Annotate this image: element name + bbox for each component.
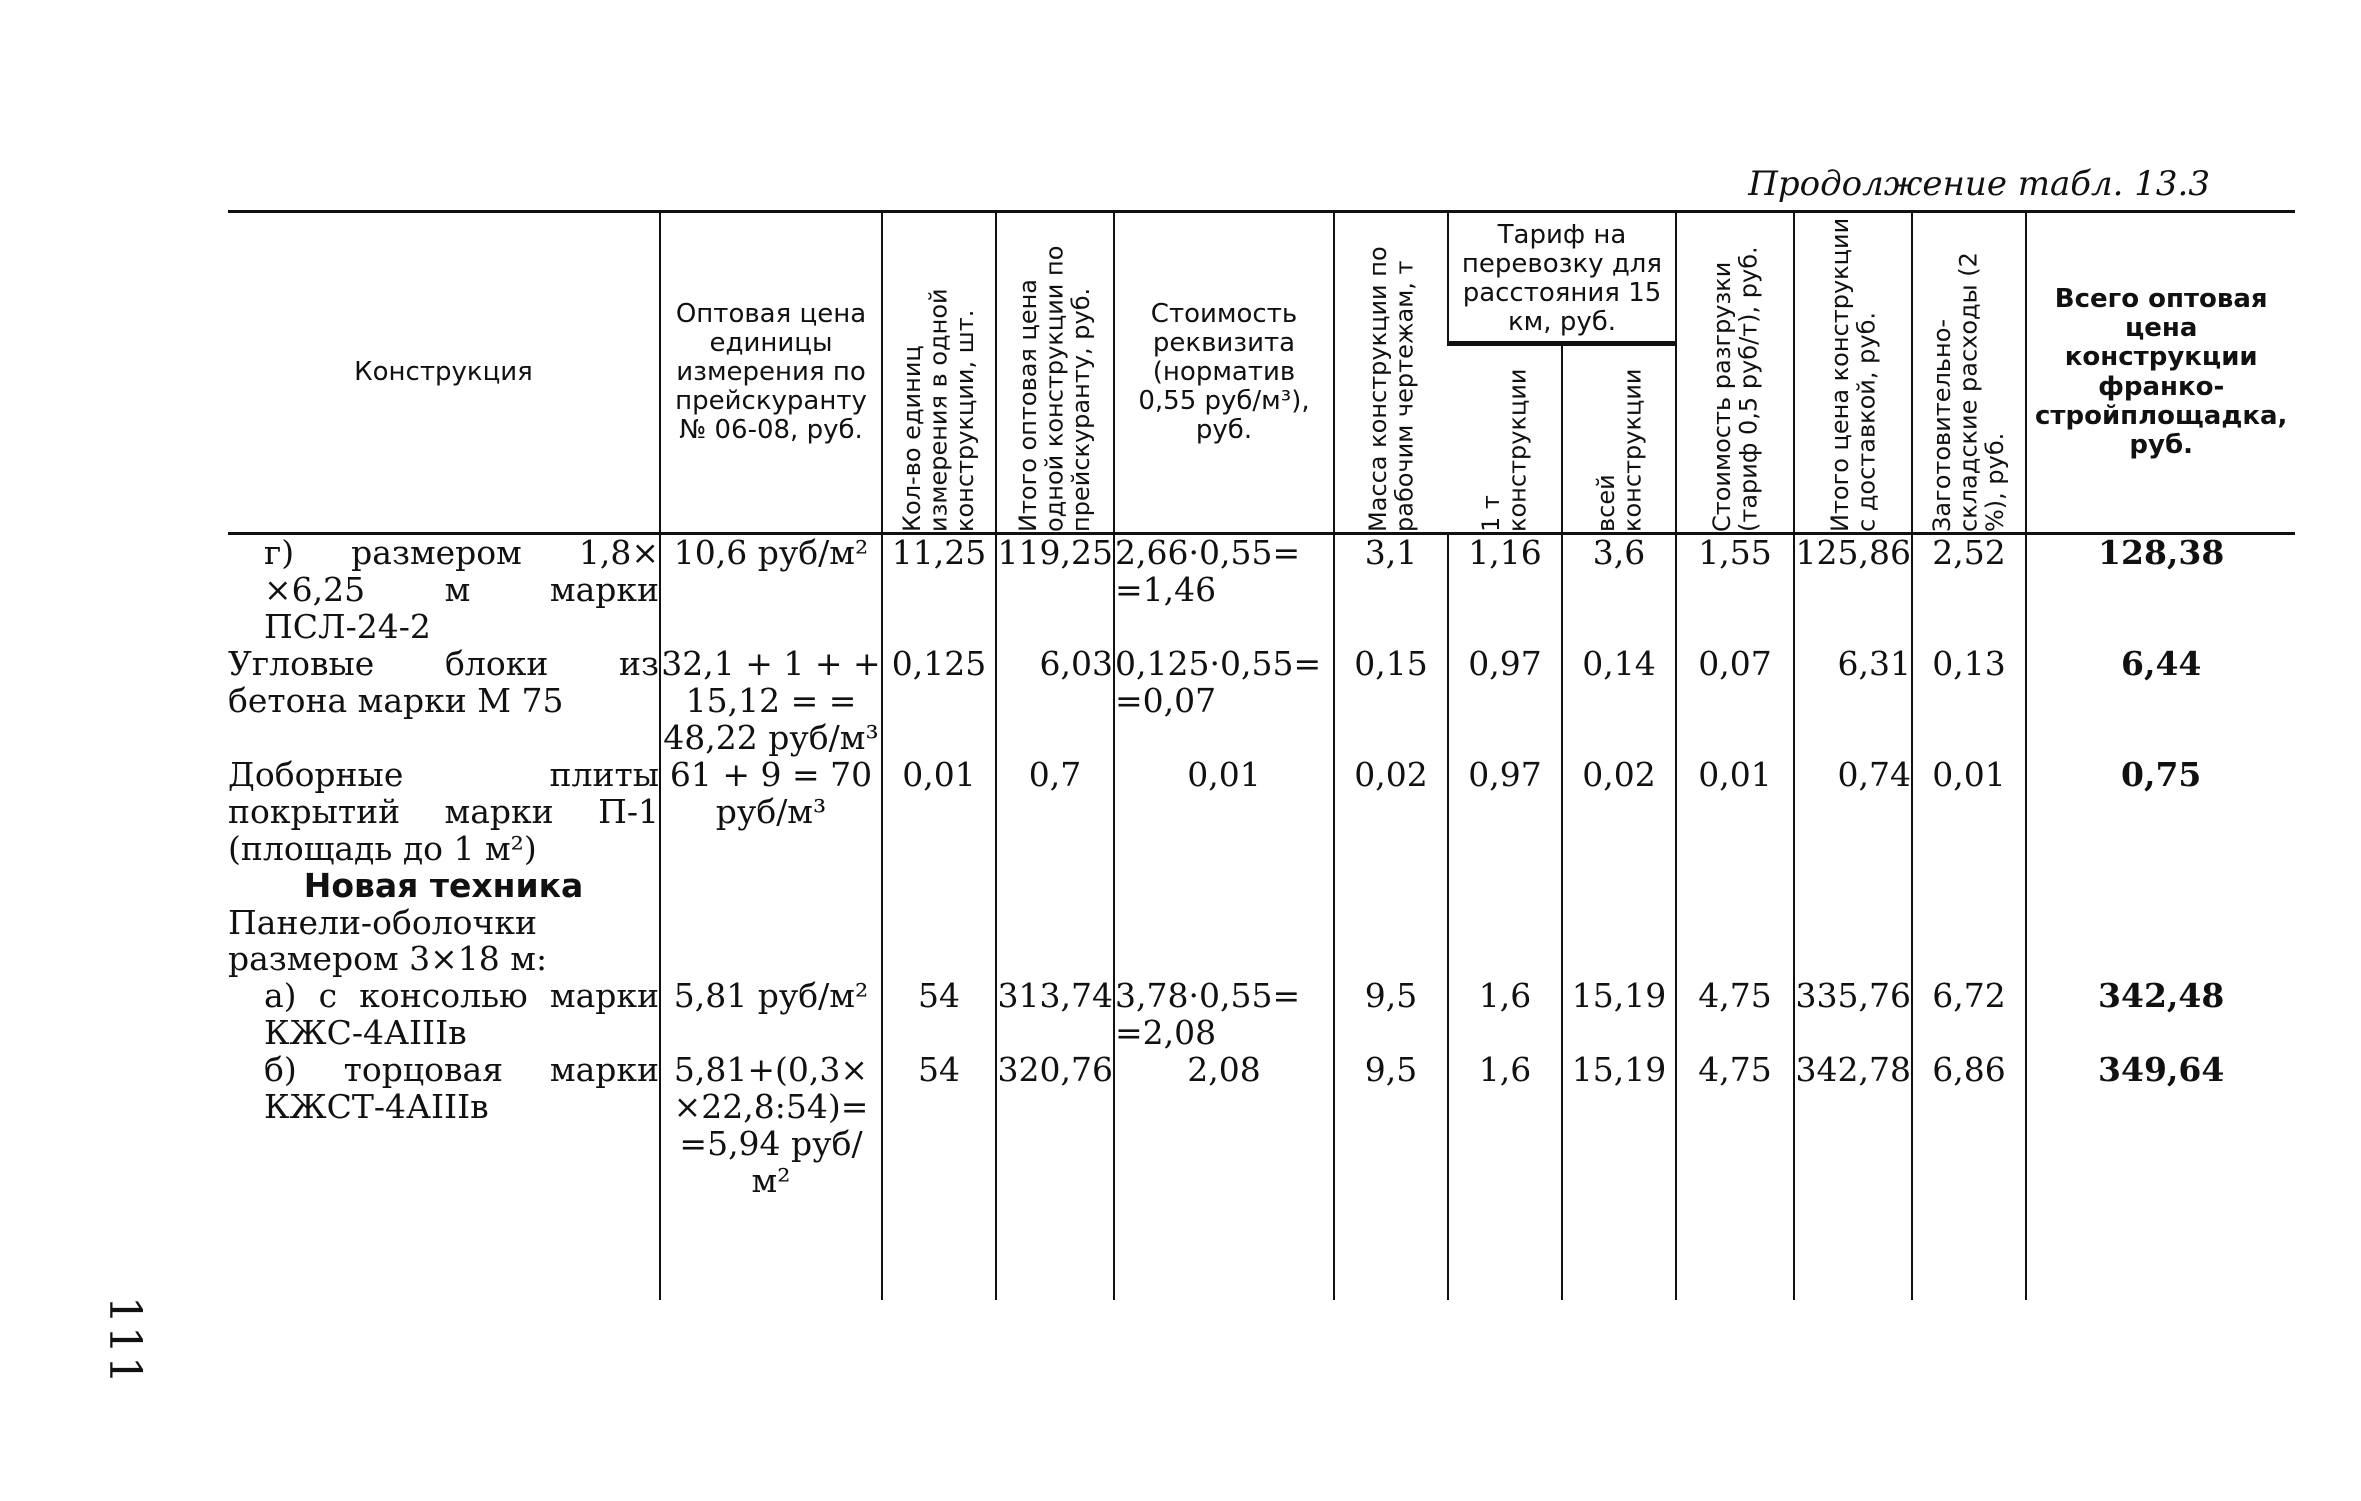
section-row bbox=[228, 868, 2295, 905]
cell-price: 10,6 руб/м² bbox=[660, 534, 882, 646]
cell-unload: 4,75 bbox=[1676, 1052, 1794, 1200]
cell-price: 5,81+(0,3× ×22,8:54)= =5,94 руб/м² bbox=[660, 1052, 882, 1200]
table-row bbox=[228, 646, 2295, 757]
cell-price: 5,81 руб/м² bbox=[660, 978, 882, 1052]
cell-total: 313,74 bbox=[996, 978, 1114, 1052]
header-units-count: Кол-во единиц измерения в одной конструкции, шт. bbox=[882, 212, 996, 534]
header-procurement: Заготовительно-складские расходы (2 %), руб. bbox=[1912, 212, 2026, 534]
header-tariff-all: всей конструкции bbox=[1562, 345, 1676, 534]
cell-props: 3,78·0,55= =2,08 bbox=[1114, 978, 1334, 1052]
header-construction: Конструкция bbox=[228, 212, 660, 534]
header-tariff: Тариф на перевозку для расстояния 15 км, руб. bbox=[1448, 212, 1676, 345]
spacer-row bbox=[228, 1200, 2295, 1300]
section-title: Новая техника bbox=[303, 865, 584, 905]
cell-procurement: 6,86 bbox=[1912, 1052, 2026, 1200]
cell-total: 6,03 bbox=[996, 646, 1114, 757]
cell-tariff-t: 1,6 bbox=[1448, 1052, 1562, 1200]
header-mass: Масса конструкции по рабочим чертежам, т bbox=[1334, 212, 1448, 534]
table-row bbox=[228, 1052, 2295, 1200]
cell-mass: 9,5 bbox=[1334, 978, 1448, 1052]
row-name: Угловые блоки из бетона марки М 75 bbox=[228, 643, 659, 720]
row-name: Доборные плиты покрытий марки П-1 (площадь до 1 м²) bbox=[228, 754, 659, 868]
cell-total: 0,7 bbox=[996, 757, 1114, 868]
row-name: г) размером 1,8× ×6,25 м марки ПСЛ-24-2 bbox=[264, 533, 659, 646]
cell-tariff-all: 3,6 bbox=[1562, 534, 1676, 646]
table-row bbox=[228, 757, 2295, 868]
header-props-cost: Стоимость реквизита (норматив 0,55 руб/м³), руб. bbox=[1114, 212, 1334, 534]
header-total-delivery: Итого цена конструкции с доставкой, руб. bbox=[1794, 212, 1912, 534]
cell-mass: 0,02 bbox=[1334, 757, 1448, 868]
cell-count: 54 bbox=[882, 978, 996, 1052]
cell-props: 0,01 bbox=[1114, 757, 1334, 868]
cell-grand-total: 6,44 bbox=[2026, 646, 2295, 757]
cell-price: 61 + 9 = 70 руб/м³ bbox=[660, 757, 882, 868]
cell-unload: 4,75 bbox=[1676, 978, 1794, 1052]
cell-grand-total: 349,64 bbox=[2026, 1052, 2295, 1200]
page-number: 111 bbox=[99, 1296, 150, 1386]
table-row bbox=[228, 978, 2295, 1052]
cell-grand-total: 342,48 bbox=[2026, 978, 2295, 1052]
cell-delivery: 342,78 bbox=[1794, 1052, 1912, 1200]
cell-total: 320,76 bbox=[996, 1052, 1114, 1200]
cell-count: 54 bbox=[882, 1052, 996, 1200]
cell-props: 2,66·0,55= =1,46 bbox=[1114, 534, 1334, 646]
cell-procurement: 6,72 bbox=[1912, 978, 2026, 1052]
section-intro: Панели-оболочки размером 3×18 м: bbox=[228, 902, 548, 979]
cell-count: 0,01 bbox=[882, 757, 996, 868]
cell-delivery: 335,76 bbox=[1794, 978, 1912, 1052]
header-tariff-per-t: 1 т конструкции bbox=[1448, 345, 1562, 534]
header-total-price: Итого оптовая цена одной конструкции по прейскуранту, руб. bbox=[996, 212, 1114, 534]
cell-delivery: 0,74 bbox=[1794, 757, 1912, 868]
cell-delivery: 6,31 bbox=[1794, 646, 1912, 757]
cell-tariff-all: 0,14 bbox=[1562, 646, 1676, 757]
cell-props: 2,08 bbox=[1114, 1052, 1334, 1200]
header-row bbox=[228, 212, 2295, 345]
cell-procurement: 0,01 bbox=[1912, 757, 2026, 868]
cell-procurement: 2,52 bbox=[1912, 534, 2026, 646]
cell-mass: 0,15 bbox=[1334, 646, 1448, 757]
cell-tariff-t: 1,6 bbox=[1448, 978, 1562, 1052]
cell-props: 0,125·0,55= =0,07 bbox=[1114, 646, 1334, 757]
cell-tariff-all: 15,19 bbox=[1562, 1052, 1676, 1200]
cell-price: 32,1 + 1 + + 15,12 = = 48,22 руб/м³ bbox=[661, 643, 881, 757]
cell-count: 0,125 bbox=[882, 646, 996, 757]
row-name: б) торцовая марки КЖСТ-4АIIIв bbox=[264, 1050, 659, 1127]
header-grand-total: Всего оптовая цена конструкции франко-стройплощадка, руб. bbox=[2026, 212, 2295, 534]
cell-procurement: 0,13 bbox=[1912, 646, 2026, 757]
table-caption: Продолжение табл. 13.3 bbox=[1748, 164, 2210, 204]
cell-tariff-t: 0,97 bbox=[1448, 757, 1562, 868]
cell-unload: 0,01 bbox=[1676, 757, 1794, 868]
header-unloading: Стоимость разгрузки (тариф 0,5 руб/т), руб. bbox=[1676, 212, 1794, 534]
cell-tariff-all: 15,19 bbox=[1562, 978, 1676, 1052]
cell-unload: 0,07 bbox=[1676, 646, 1794, 757]
cell-mass: 3,1 bbox=[1334, 534, 1448, 646]
row-name: а) с консолью марки КЖС-4АIIIв bbox=[264, 976, 659, 1053]
cell-count: 11,25 bbox=[882, 534, 996, 646]
cell-tariff-t: 1,16 bbox=[1448, 534, 1562, 646]
cell-delivery: 125,86 bbox=[1794, 534, 1912, 646]
cell-grand-total: 128,38 bbox=[2026, 534, 2295, 646]
cell-unload: 1,55 bbox=[1676, 534, 1794, 646]
cell-tariff-all: 0,02 bbox=[1562, 757, 1676, 868]
cell-mass: 9,5 bbox=[1334, 1052, 1448, 1200]
header-wholesale-price: Оптовая цена единицы измерения по прейскуранту № 06-08, руб. bbox=[660, 212, 882, 534]
cell-grand-total: 0,75 bbox=[2026, 757, 2295, 868]
cell-tariff-t: 0,97 bbox=[1448, 646, 1562, 757]
table-row bbox=[228, 534, 2295, 646]
intro-row bbox=[228, 905, 2295, 979]
cell-total: 119,25 bbox=[996, 534, 1114, 646]
cost-table bbox=[228, 210, 2295, 1300]
